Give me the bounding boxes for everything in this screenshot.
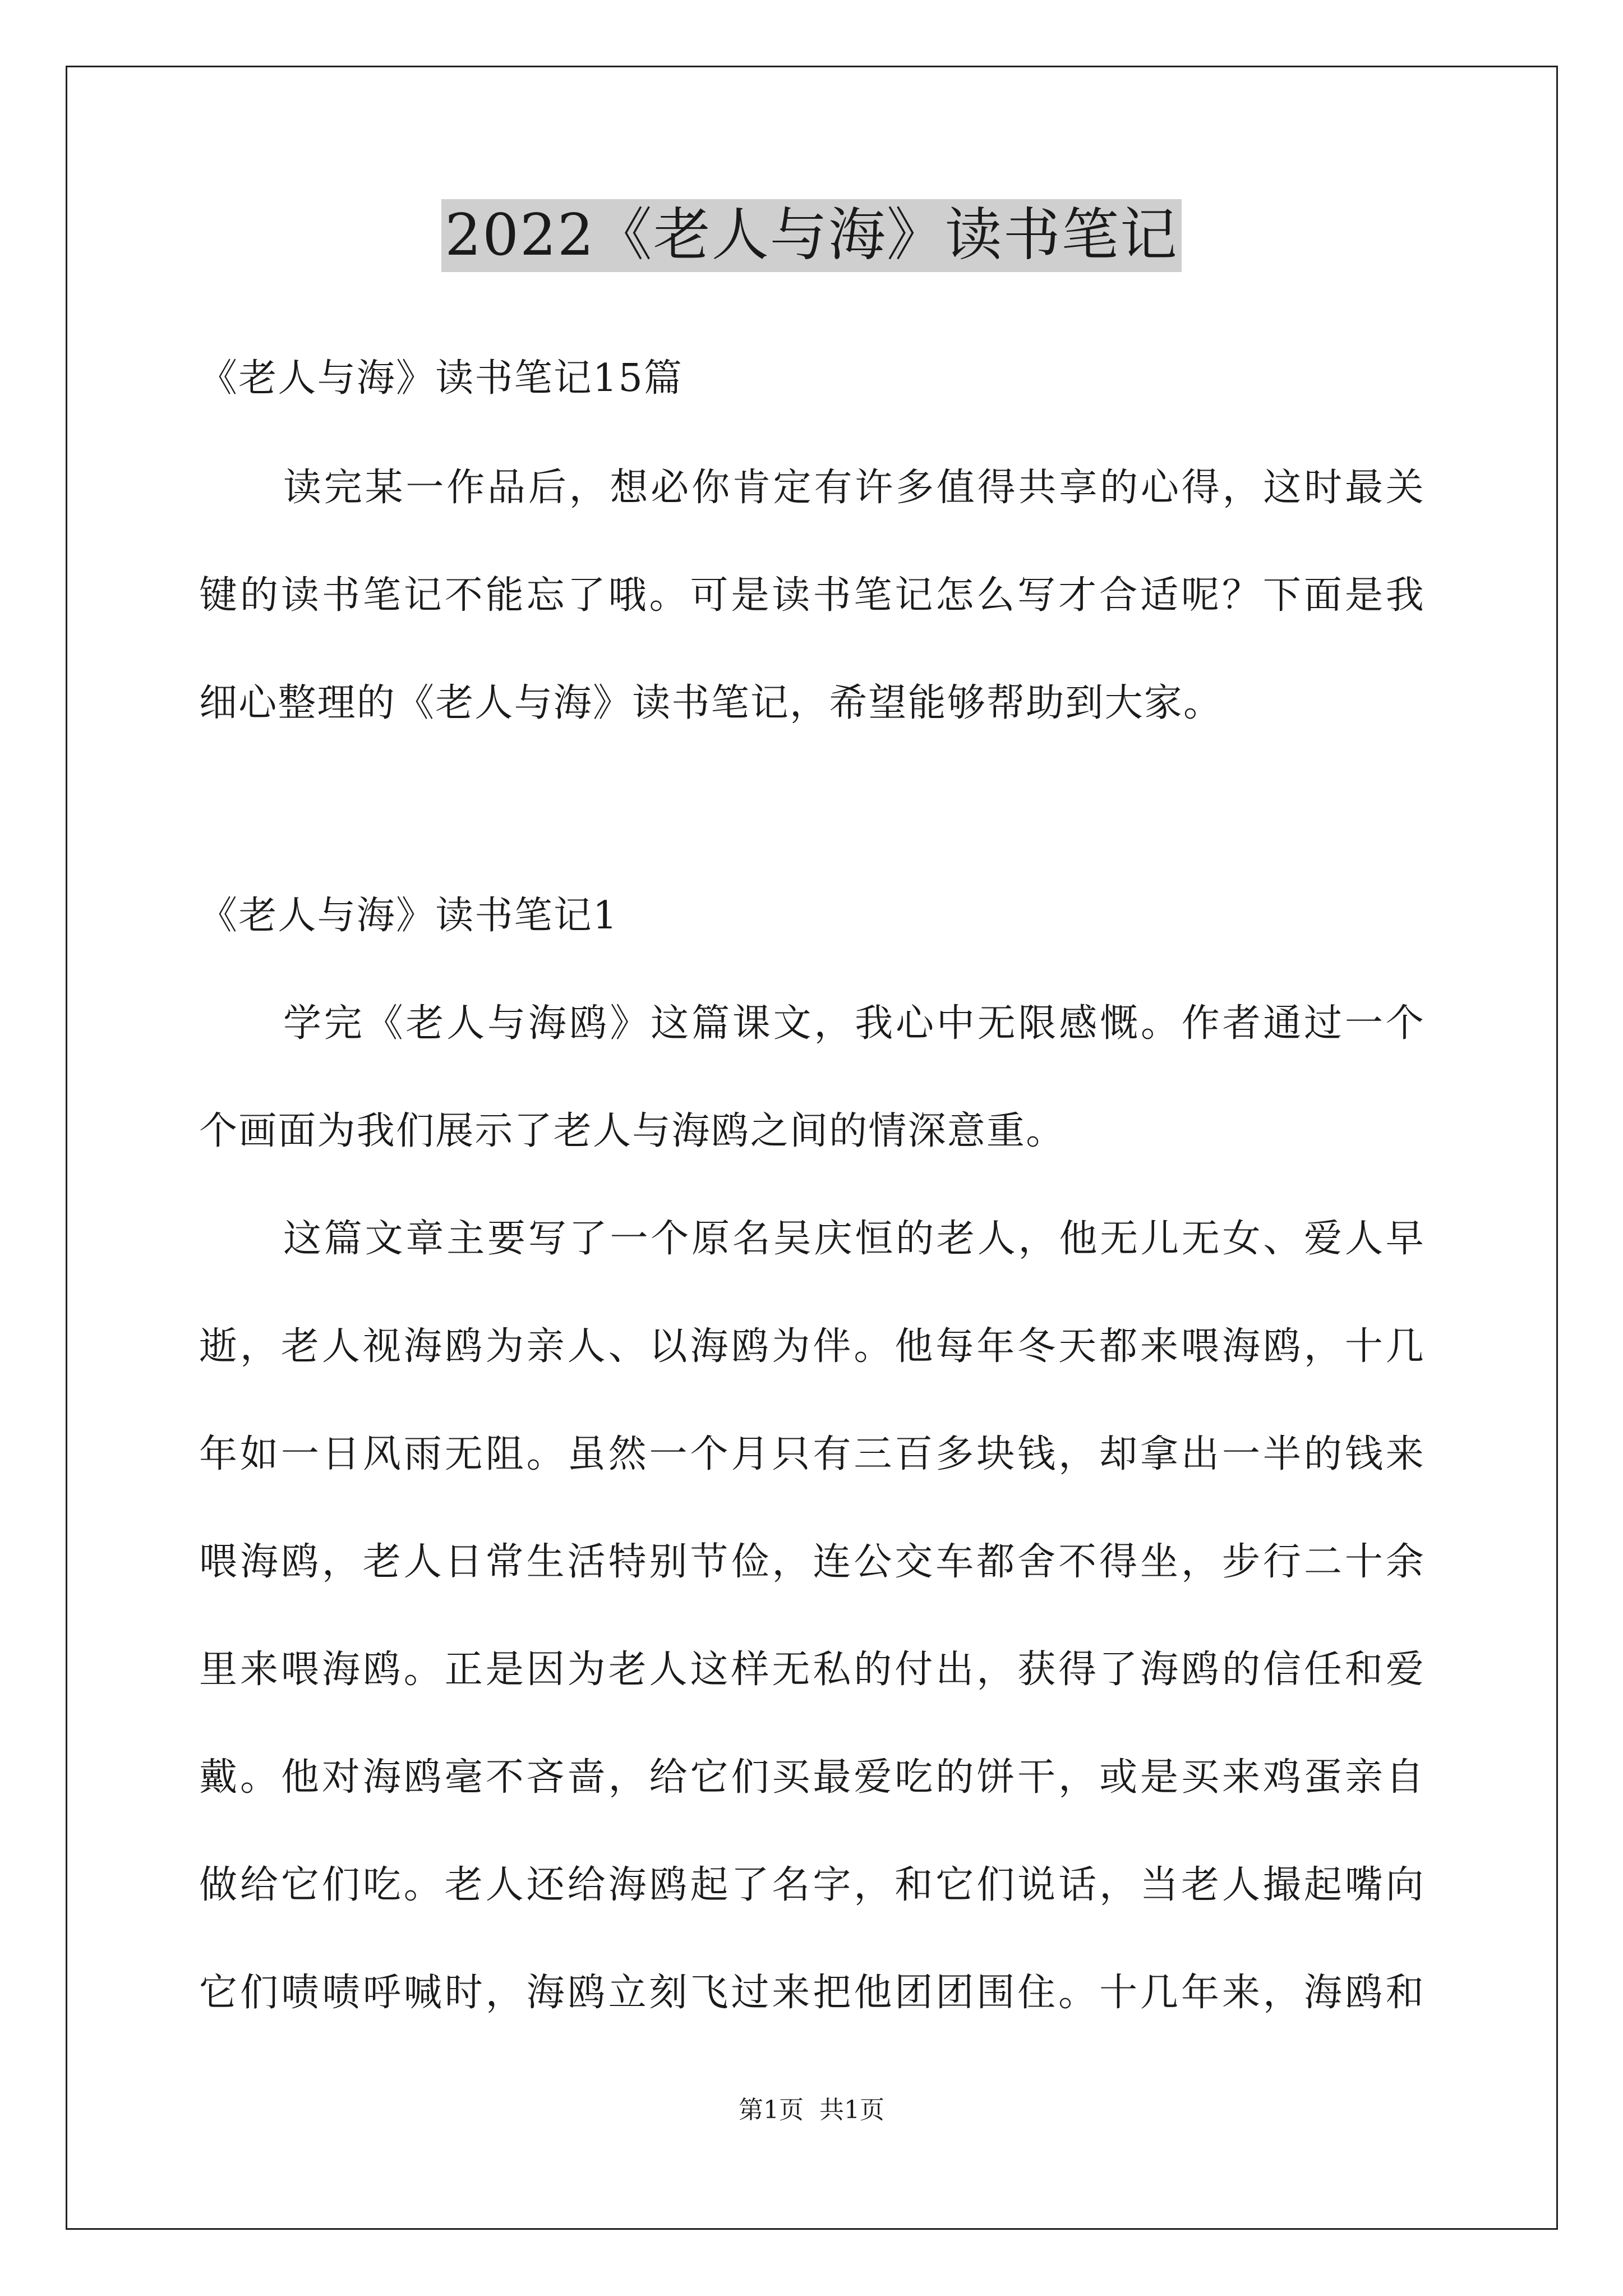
intro-line: 细心整理的《老人与海》读书笔记，希望能够帮助到大家。	[199, 681, 1223, 725]
paragraph-line: 个画面为我们展示了老人与海鸥之间的情深意重。	[199, 1109, 1066, 1153]
paragraph-line: 里来喂海鸥。正是因为老人这样无私的付出，获得了海鸥的信任和爱	[199, 1648, 1425, 1692]
paragraph-line: 学完《老人与海鸥》这篇课文，我心中无限感慨。作者通过一个	[283, 1001, 1425, 1046]
page-number: 第1页	[739, 2096, 804, 2124]
intro-line: 键的读书笔记不能忘了哦。可是读书笔记怎么写才合适呢？下面是我	[199, 573, 1425, 618]
paragraph-line: 喂海鸥，老人日常生活特别节俭，连公交车都舍不得坐，步行二十余	[199, 1540, 1425, 1584]
page-count: 共1页	[819, 2096, 884, 2124]
paragraph-line: 逝，老人视海鸥为亲人、以海鸥为伴。他每年冬天都来喂海鸥，十几	[199, 1324, 1425, 1369]
intro-line: 读完某一作品后，想必你肯定有许多值得共享的心得，这时最关	[283, 466, 1425, 510]
paragraph-line: 年如一日风雨无阻。虽然一个月只有三百多块钱，却拿出一半的钱来	[199, 1432, 1425, 1476]
title-container	[0, 199, 1623, 272]
paragraph-line: 戴。他对海鸥毫不吝啬，给它们买最爱吃的饼干，或是买来鸡蛋亲自	[199, 1755, 1425, 1800]
section-heading: 《老人与海》读书笔记1	[199, 894, 619, 938]
paragraph-line: 它们啧啧呼喊时，海鸥立刻飞过来把他团团围住。十几年来，海鸥和	[199, 1971, 1425, 2015]
subtitle: 《老人与海》读书笔记15篇	[199, 356, 684, 401]
paragraph-line: 做给它们吃。老人还给海鸥起了名字，和它们说话，当老人撮起嘴向	[199, 1863, 1425, 1907]
document-title: 2022《老人与海》读书笔记	[441, 199, 1182, 272]
paragraph-line: 这篇文章主要写了一个原名吴庆恒的老人，他无儿无女、爱人早	[283, 1217, 1425, 1261]
page-footer	[0, 2093, 1623, 2127]
